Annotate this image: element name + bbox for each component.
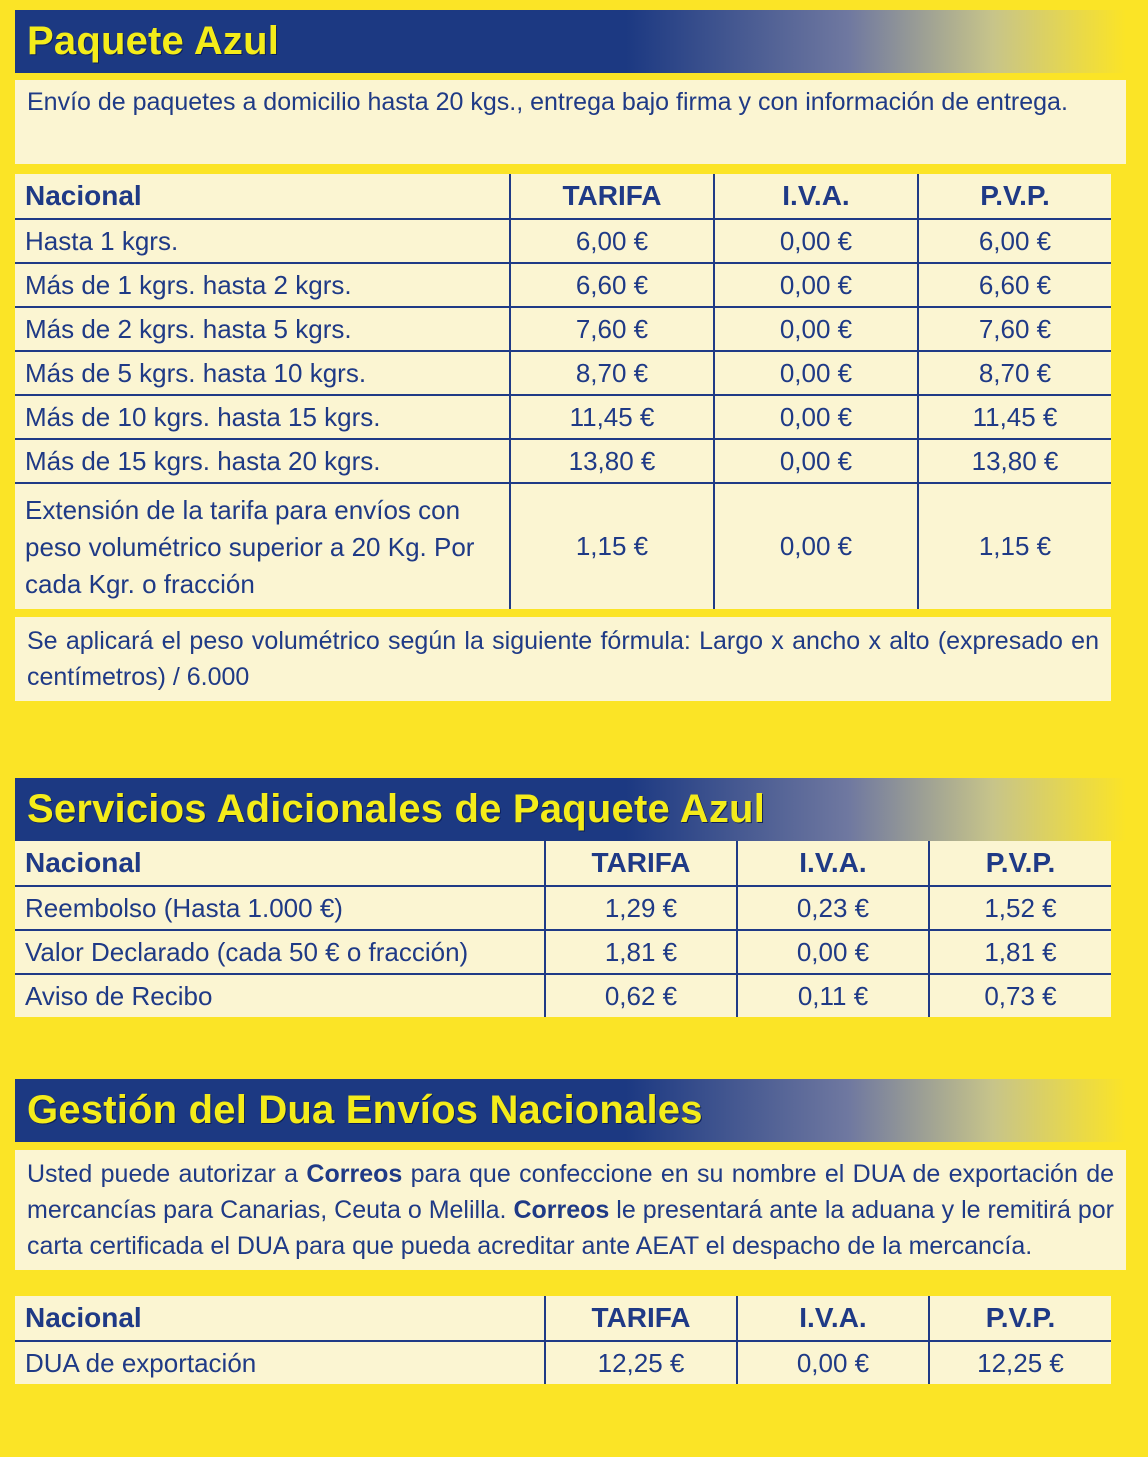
header-iva: I.V.A. — [714, 174, 918, 219]
header-pvp: P.V.P. — [929, 1296, 1111, 1341]
row-iva: 0,00 € — [714, 483, 918, 609]
header-nacional: Nacional — [15, 1296, 545, 1341]
header-pvp: P.V.P. — [918, 174, 1111, 219]
row-label: Más de 10 kgrs. hasta 15 kgrs. — [15, 395, 510, 439]
header-nacional: Nacional — [15, 841, 545, 886]
row-iva: 0,00 € — [714, 219, 918, 263]
row-tarifa: 7,60 € — [510, 307, 714, 351]
header-nacional: Nacional — [15, 174, 510, 219]
header-tarifa: TARIFA — [545, 1296, 737, 1341]
row-iva: 0,00 € — [714, 351, 918, 395]
table-row — [15, 974, 1111, 1017]
row-pvp: 1,52 € — [929, 886, 1111, 930]
table-header-row — [15, 841, 1111, 886]
correos-brand: Correos — [306, 1160, 403, 1188]
correos-brand: Correos — [513, 1196, 610, 1224]
volumetric-note: Se aplicará el peso volumétrico según la siguiente fórmula: Largo x ancho x alto (expresado en centímetros) / 6.000 — [15, 617, 1111, 701]
row-iva: 0,00 € — [714, 439, 918, 483]
table-row — [15, 439, 1111, 483]
row-label: Más de 15 kgrs. hasta 20 kgrs. — [15, 439, 510, 483]
row-tarifa: 6,00 € — [510, 219, 714, 263]
row-tarifa: 13,80 € — [510, 439, 714, 483]
table-header-row — [15, 174, 1111, 219]
table-row — [15, 351, 1111, 395]
row-label: Más de 1 kgrs. hasta 2 kgrs. — [15, 263, 510, 307]
row-tarifa: 6,60 € — [510, 263, 714, 307]
table-row — [15, 307, 1111, 351]
row-pvp: 13,80 € — [918, 439, 1111, 483]
table-row — [15, 263, 1111, 307]
dua-desc-part-1: Usted puede autorizar a — [27, 1160, 307, 1188]
table-row — [15, 1341, 1111, 1384]
header-iva: I.V.A. — [737, 1296, 929, 1341]
row-iva: 0,00 € — [714, 307, 918, 351]
table-row — [15, 886, 1111, 930]
row-iva: 0,00 € — [714, 263, 918, 307]
row-iva: 0,00 € — [737, 1341, 929, 1384]
table-row — [15, 395, 1111, 439]
row-iva: 0,00 € — [737, 930, 929, 974]
table-row — [15, 219, 1111, 263]
paquete-azul-section — [15, 10, 1126, 701]
row-pvp: 6,60 € — [918, 263, 1111, 307]
header-iva: I.V.A. — [737, 841, 929, 886]
row-label: Aviso de Recibo — [25, 980, 213, 1011]
row-iva: 0,00 € — [714, 395, 918, 439]
row-tarifa: 1,15 € — [510, 483, 714, 609]
row-pvp: 11,45 € — [918, 395, 1111, 439]
row-pvp: 6,00 € — [918, 219, 1111, 263]
row-label: Extensión de la tarifa para envíos con peso volumétrico superior a 20 Kg. Por cada Kgr. o fracción — [25, 495, 475, 599]
row-label: Más de 5 kgrs. hasta 10 kgrs. — [15, 351, 510, 395]
paquete-azul-description: Envío de paquetes a domicilio hasta 20 kgs., entrega bajo firma y con información de entrega. — [15, 80, 1126, 164]
row-pvp: 0,73 € — [929, 974, 1111, 1017]
table-row — [15, 930, 1111, 974]
servicios-table — [15, 841, 1111, 1017]
row-tarifa: 1,29 € — [545, 886, 737, 930]
header-pvp: P.V.P. — [929, 841, 1111, 886]
row-tarifa: 0,62 € — [545, 974, 737, 1017]
row-pvp: 7,60 € — [918, 307, 1111, 351]
servicios-section — [15, 778, 1126, 1017]
row-iva: 0,23 € — [737, 886, 929, 930]
row-label: Valor Declarado (cada 50 € o fracción) — [15, 930, 545, 974]
dua-desc-part-3: le presentará ante la aduana y le remitirá por carta certificada el DUA para que pueda acreditar ante AEAT el despacho de la mercancía. — [27, 1196, 1114, 1260]
row-label: Reembolso (Hasta 1.000 €) — [15, 886, 545, 930]
table-header-row — [15, 1296, 1111, 1341]
paquete-azul-title: Paquete Azul — [15, 10, 1126, 73]
row-pvp: 8,70 € — [918, 351, 1111, 395]
dua-title: Gestión del Dua Envíos Nacionales — [15, 1079, 1126, 1142]
servicios-title: Servicios Adicionales de Paquete Azul — [15, 778, 1126, 841]
header-tarifa: TARIFA — [510, 174, 714, 219]
dua-description — [15, 1150, 1126, 1270]
row-iva: 0,11 € — [737, 974, 929, 1017]
row-tarifa: 11,45 € — [510, 395, 714, 439]
row-label: Hasta 1 kgrs. — [15, 219, 510, 263]
row-pvp: 12,25 € — [929, 1341, 1111, 1384]
dua-section — [15, 1079, 1126, 1384]
dua-desc-part-2: para que confeccione en su nombre el DUA de exportación de mercancías para Canarias, Ceuta o Melilla. — [27, 1160, 1115, 1224]
row-tarifa: 8,70 € — [510, 351, 714, 395]
row-pvp: 1,81 € — [929, 930, 1111, 974]
row-tarifa: 12,25 € — [545, 1341, 737, 1384]
table-row — [15, 483, 1111, 609]
row-label: Más de 2 kgrs. hasta 5 kgrs. — [15, 307, 510, 351]
row-pvp: 1,15 € — [918, 483, 1111, 609]
dua-table — [15, 1296, 1111, 1384]
header-tarifa: TARIFA — [545, 841, 737, 886]
row-tarifa: 1,81 € — [545, 930, 737, 974]
paquete-azul-table — [15, 174, 1111, 609]
row-label: DUA de exportación — [25, 1347, 257, 1378]
